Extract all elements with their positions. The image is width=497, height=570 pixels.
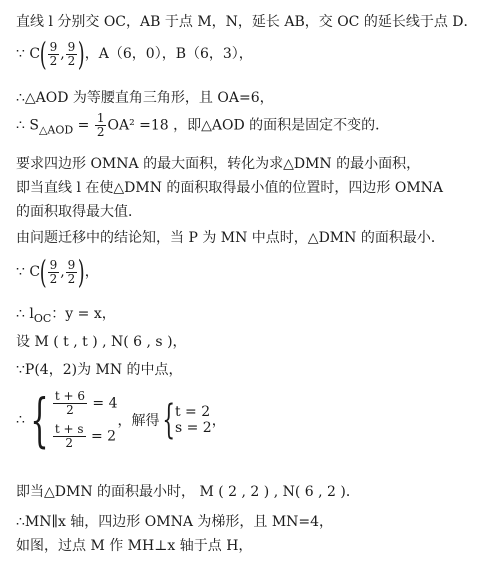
text-line-1: 直线 l 分别交 OC，AB 于点 M，N，延长 AB，交 OC 的延长线于点 D． [16,14,478,30]
because-c: ∵ C [16,46,41,62]
fraction-denominator: 2 [49,53,58,68]
equation-rhs: = 4 [92,395,118,412]
text-line-3: ∴△AOD 为等腰直角三角形，且 OA=6， [16,90,274,106]
text-line-7: 的面积取得最大值． [16,204,142,220]
fraction [48,259,60,286]
comma: ， [211,413,226,429]
fraction-numerator: 1 [96,111,105,125]
text-line-14: 即当△DMN 的面积最小时， M ( 2 , 2 ) , N( 6 , 2 )． [16,484,360,500]
line-equation: ：y = x， [51,306,116,322]
left-brace: { [30,386,49,454]
left-paren: ( [39,35,47,73]
fraction-denominator: 2 [67,271,76,286]
fraction-numerator: t + 6 [54,389,85,403]
equation-row [52,390,118,417]
right-paren: ) [78,253,85,291]
text-line-13 [16,386,226,454]
fraction-numerator: t + s [54,422,84,436]
because-c: ∵ C [16,264,41,280]
right-paren: ) [78,35,85,73]
points-a-b: ，A（6，0），B（6，3）， [84,46,253,62]
fraction-denominator: 2 [67,53,76,68]
solution-row: s = 2 [174,420,212,436]
solution-system [175,404,212,436]
text-line-11: 设 M ( t , t ) , N( 6 , s )， [16,334,187,350]
fraction-numerator: 9 [49,39,58,54]
fraction [66,41,78,68]
line-subscript: OC [33,312,52,325]
fraction-denominator: 2 [49,271,58,286]
left-brace: { [161,397,175,443]
equation-row [52,423,118,450]
fraction-numerator: 9 [49,257,58,272]
fraction [53,390,87,417]
text-line-12: ∵P(4，2)为 MN 的中点， [16,362,183,378]
text-line-15: ∴MN∥x 轴，四边形 OMNA 为梯形，且 MN=4， [16,514,334,530]
fraction-numerator: 9 [67,39,76,54]
text-line-2: ∵ C( $\frac{9}{2}$ , $\frac{9}{2}$ )，A（6，0），B（6，3）， [16,35,253,73]
text-line-9: ∵ C( $\frac{9}{2}$ , $\frac{9}{2}$ )， [16,253,99,291]
area-subscript: △AOD [38,123,74,137]
fraction-numerator: 9 [67,257,76,272]
area-s: ∴ S [16,117,39,134]
text-line-5: 要求四边形 OMNA 的最大面积，转化为求△DMN 的最小面积， [16,156,421,172]
fraction [66,259,78,286]
fraction-half [95,112,107,139]
equals-sign: = [73,117,94,134]
text-line-8: 由问题迁移中的结论知，当 P 为 MN 中点时，△DMN 的面积最小． [16,230,445,246]
solution-row: t = 2 [174,404,211,420]
text-line-4 [16,112,389,139]
line-l: ∴ l [16,306,34,322]
equation-system [52,390,118,450]
equation-rhs: = 2 [90,428,117,445]
solve-text: ，解得 [117,413,160,429]
area-result: OA² =18 ，即△AOD 的面积是固定不变的． [107,117,390,134]
comma: ， [84,264,99,280]
fraction-denominator: 2 [66,403,74,417]
text-line-6: 即当直线 l 在使△DMN 的面积取得最小值的位置时，四边形 OMNA [16,180,444,196]
fraction [48,41,60,68]
fraction-denominator: 2 [96,125,105,139]
fraction [53,423,86,450]
left-paren: ( [39,253,47,291]
text-line-10 [16,306,116,327]
therefore-sign: ∴ [16,412,25,428]
text-line-16: 如图，过点 M 作 MH⊥x 轴于点 H， [16,538,253,554]
fraction-denominator: 2 [65,436,73,450]
